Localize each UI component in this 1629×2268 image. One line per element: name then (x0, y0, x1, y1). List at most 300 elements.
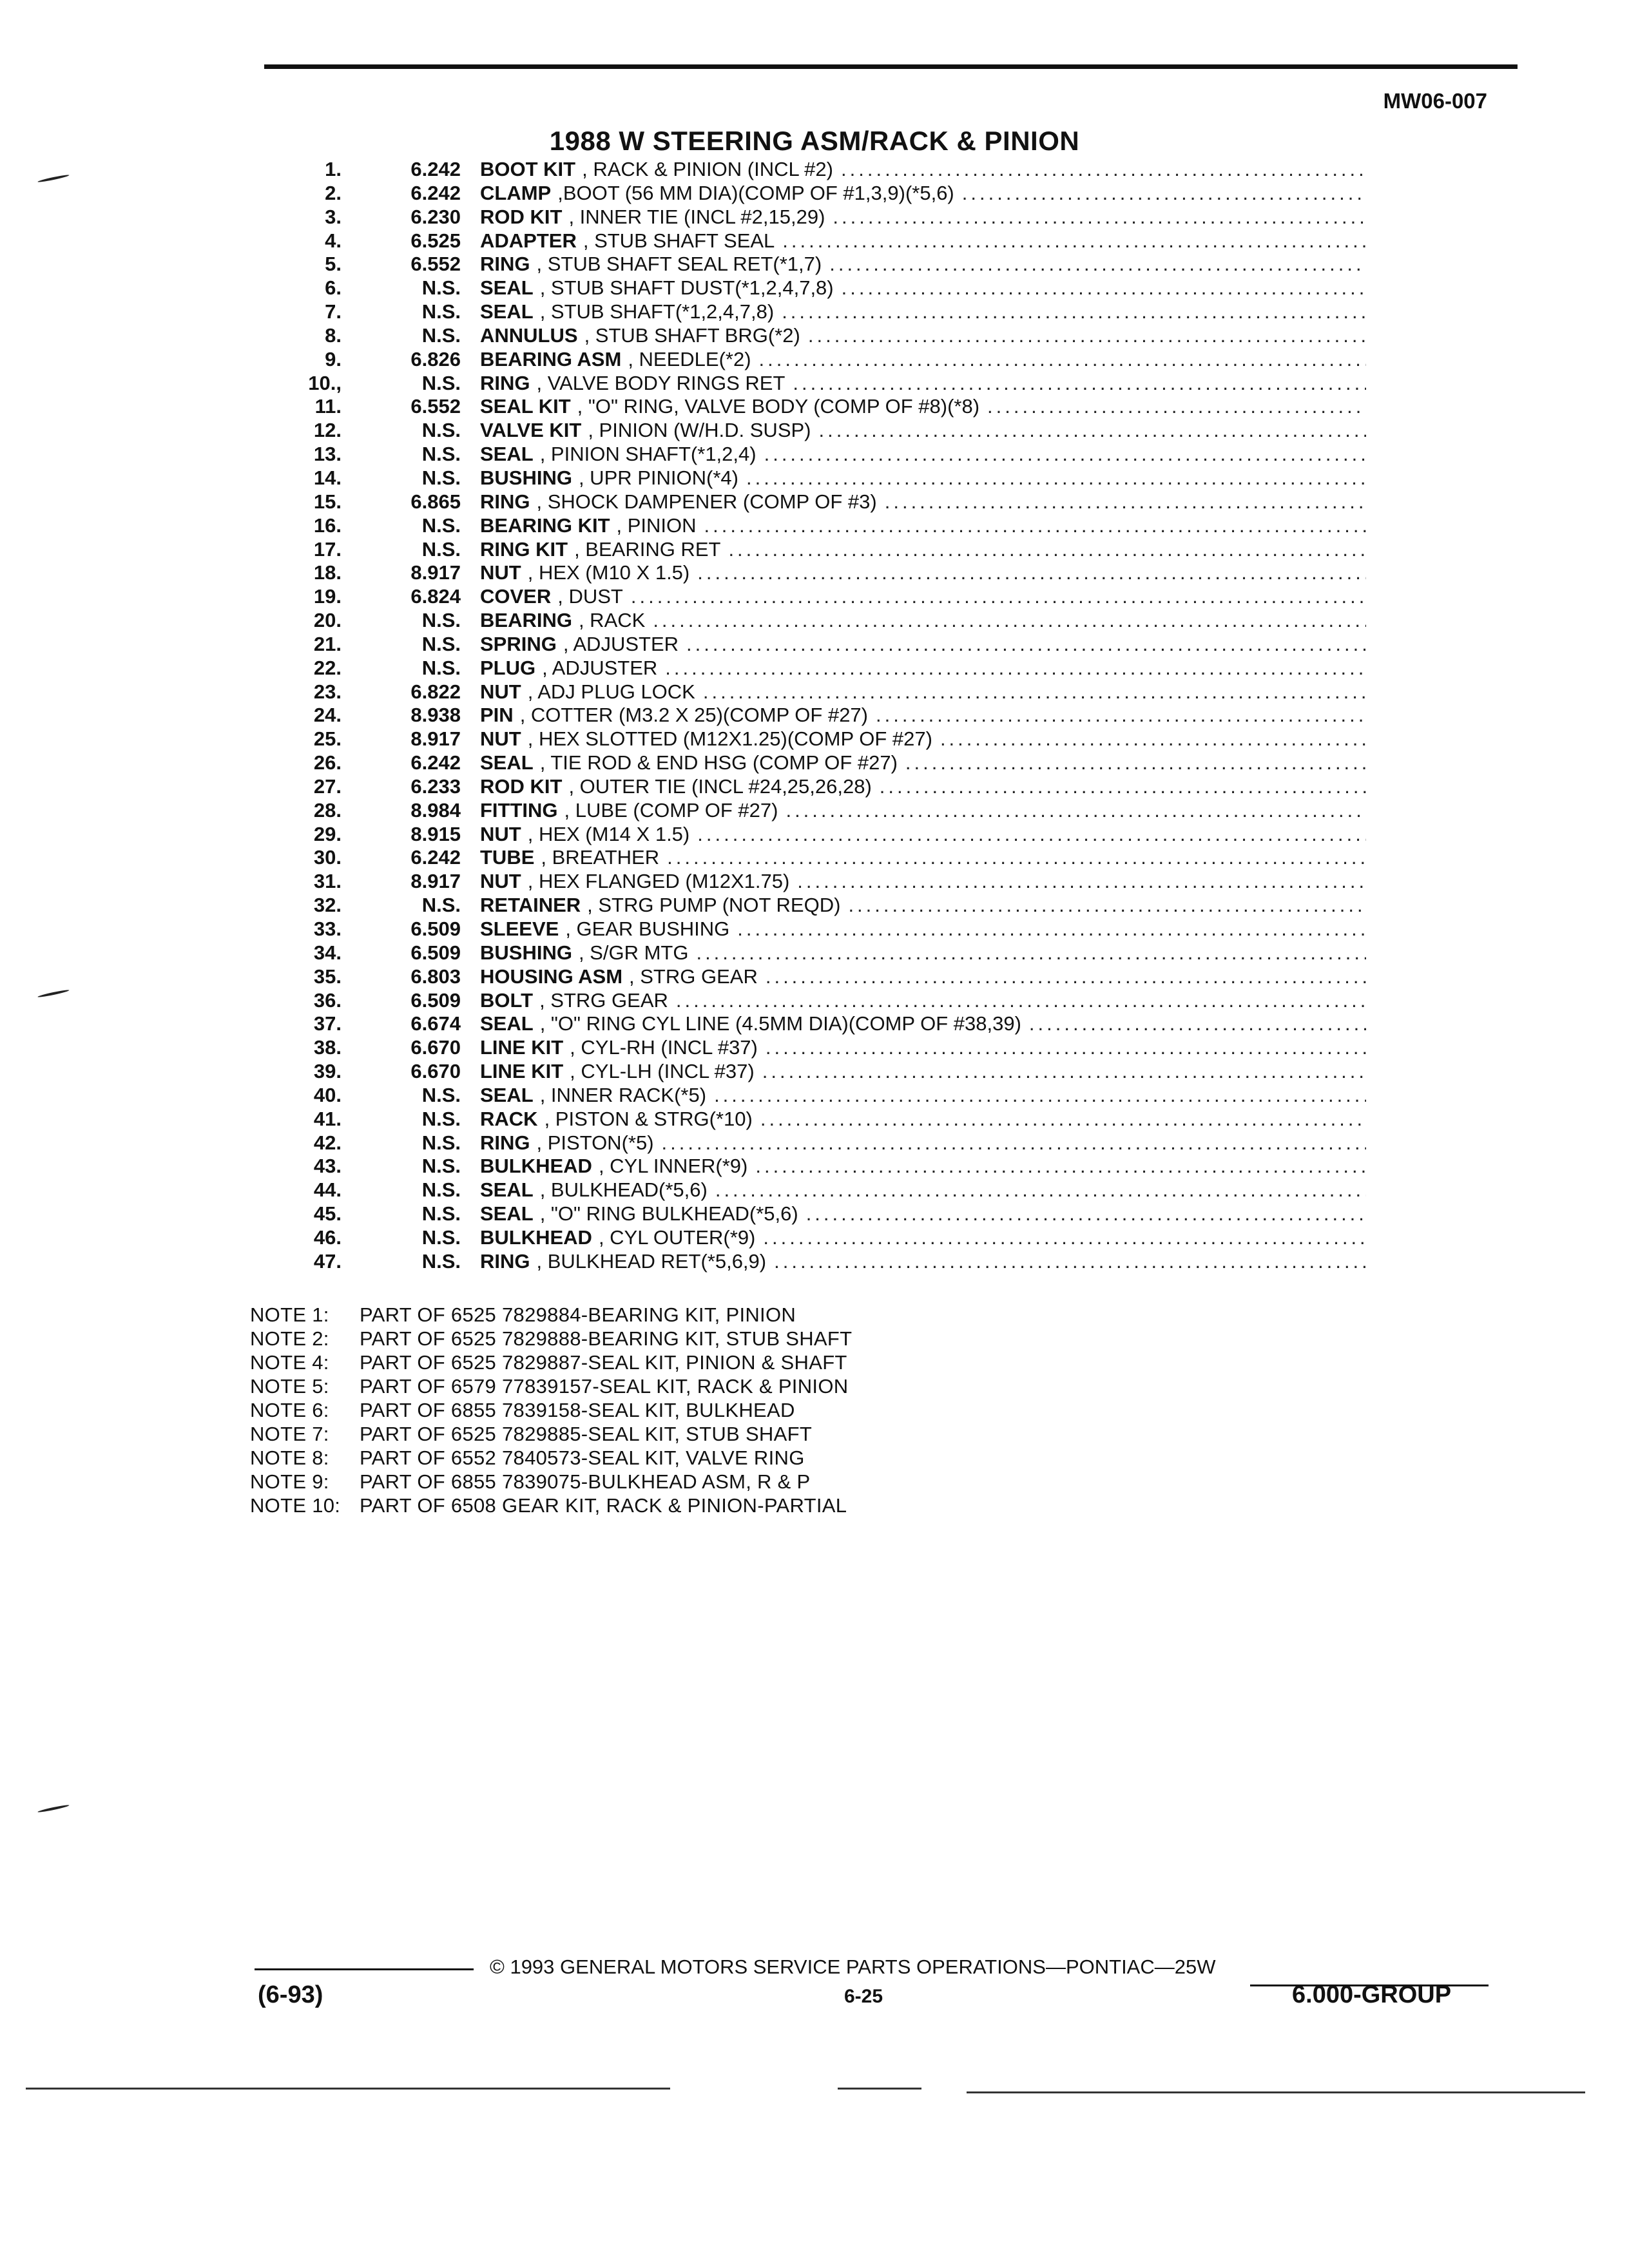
part-name: NUT (480, 727, 521, 751)
dot-leader (1021, 1012, 1366, 1036)
footer-date: (6-93) (258, 1981, 323, 2008)
part-row (258, 846, 1366, 870)
dot-leader (811, 419, 1367, 443)
part-description (480, 182, 1366, 206)
part-name: SEAL (480, 276, 534, 300)
part-group-code: 6.509 (410, 941, 461, 964)
part-row (258, 1108, 1366, 1131)
part-group-code: 6.674 (410, 1012, 461, 1035)
part-number: 39. (313, 1060, 342, 1083)
part-number: 43. (313, 1155, 342, 1178)
part-row (258, 799, 1366, 823)
part-number: 1. (325, 158, 342, 180)
part-group-code: N.S. (421, 632, 461, 655)
part-group-code: N.S. (421, 514, 461, 537)
part-name: SLEEVE (480, 918, 559, 940)
footer-page-number: 6-25 (844, 1986, 883, 2007)
part-number: 31. (313, 870, 342, 893)
part-number: 8. (325, 323, 342, 347)
part-name: PIN (480, 704, 514, 727)
part-number: 25. (313, 727, 342, 751)
part-number: 3. (325, 205, 342, 228)
part-group-code: 6.525 (410, 229, 461, 252)
part-name: ROD KIT (480, 205, 563, 228)
dot-leader (753, 1108, 1366, 1131)
note-text: PART OF 6525 7829887-SEAL KIT, PINION & SHAFT (360, 1351, 847, 1374)
part-detail: , PINION (616, 514, 697, 537)
part-name: VALVE KIT (480, 419, 582, 442)
note-row (250, 1422, 852, 1446)
dot-leader (654, 1131, 1366, 1155)
binder-hole-mark (37, 1804, 70, 1813)
part-number: 17. (313, 537, 342, 561)
part-name: ANNULUS (480, 323, 578, 347)
part-detail: ,BOOT (56 MM DIA)(COMP OF #1,3,9)(*5,6) (557, 181, 954, 204)
part-name: SEAL (480, 751, 534, 774)
part-name: RETAINER (480, 894, 581, 917)
part-detail: , OUTER TIE (INCL #24,25,26,28) (568, 774, 872, 798)
dot-leader (695, 680, 1366, 704)
part-name: NUT (480, 822, 521, 845)
part-detail: , STRG GEAR (539, 988, 668, 1012)
dot-leader (757, 443, 1366, 466)
part-row (258, 1036, 1366, 1060)
part-description (480, 538, 1366, 562)
part-detail: , ADJUSTER (542, 656, 658, 679)
dot-leader (898, 751, 1366, 775)
part-description (480, 206, 1366, 229)
dot-leader (668, 989, 1366, 1013)
part-number: 30. (313, 846, 342, 869)
part-number: 20. (313, 609, 342, 632)
part-row (258, 680, 1366, 704)
part-number: 2. (325, 181, 342, 204)
part-name: NUT (480, 680, 521, 703)
part-group-code: 6.233 (410, 774, 461, 798)
dot-leader (868, 704, 1366, 727)
part-name: RING (480, 1131, 530, 1154)
dot-leader (755, 1060, 1366, 1084)
part-name: BEARING (480, 609, 572, 632)
part-number: 45. (313, 1202, 342, 1225)
binder-hole-mark (37, 174, 70, 183)
dot-leader (785, 372, 1366, 396)
part-row (258, 965, 1366, 989)
part-detail: , BULKHEAD(*5,6) (539, 1178, 708, 1202)
dot-leader (657, 657, 1366, 680)
part-detail: , STUB SHAFT SEAL RET(*1,7) (536, 253, 822, 276)
part-name: SEAL (480, 443, 534, 466)
dot-leader (798, 1202, 1366, 1226)
dot-leader (659, 846, 1366, 870)
part-number: 24. (313, 704, 342, 727)
note-text: PART OF 6855 7839158-SEAL KIT, BULKHEAD (360, 1399, 795, 1421)
part-description (480, 1060, 1366, 1084)
scan-bottom-line (26, 2088, 670, 2090)
part-description (480, 158, 1366, 182)
part-name: TUBE (480, 846, 535, 869)
part-row (258, 229, 1366, 253)
dot-leader (833, 158, 1366, 182)
part-name: BEARING ASM (480, 347, 622, 370)
part-row (258, 206, 1366, 229)
dot-leader (689, 561, 1366, 585)
part-row (258, 633, 1366, 657)
part-group-code: 6.822 (410, 680, 461, 703)
part-description (480, 1131, 1366, 1155)
part-number: 28. (313, 798, 342, 822)
part-row (258, 1012, 1366, 1036)
part-description (480, 300, 1366, 324)
part-group-code: N.S. (421, 1249, 461, 1273)
dot-leader (954, 182, 1366, 206)
part-name: SEAL KIT (480, 395, 571, 418)
part-number: 19. (313, 585, 342, 608)
part-number: 41. (313, 1107, 342, 1130)
part-number: 33. (313, 918, 342, 940)
part-number: 16. (313, 514, 342, 537)
part-group-code: 6.803 (410, 965, 461, 988)
part-group-code: 6.670 (410, 1036, 461, 1059)
dot-leader (778, 799, 1366, 823)
part-number: 7. (325, 300, 342, 323)
part-number: 27. (313, 774, 342, 798)
part-number: 18. (313, 561, 342, 584)
part-detail: , STRG PUMP (NOT REQD) (587, 894, 841, 917)
part-number: 22. (313, 656, 342, 679)
part-name: RING (480, 490, 530, 513)
part-detail: , HEX SLOTTED (M12X1.25)(COMP OF #27) (527, 727, 932, 751)
part-name: SEAL (480, 1012, 534, 1035)
part-number: 13. (313, 443, 342, 466)
dot-leader (689, 823, 1366, 847)
dot-leader (840, 894, 1366, 918)
part-row (258, 775, 1366, 799)
part-row (258, 538, 1366, 562)
dot-leader (688, 941, 1366, 965)
part-name: BOOT KIT (480, 158, 576, 180)
part-number: 29. (313, 822, 342, 845)
part-description (480, 1012, 1366, 1036)
part-detail: , ADJUSTER (563, 632, 679, 655)
part-row (258, 1250, 1366, 1274)
part-group-code: 8.984 (410, 798, 461, 822)
dot-leader (720, 538, 1366, 562)
part-detail: , PISTON & STRG(*10) (544, 1107, 753, 1130)
part-name: RACK (480, 1107, 538, 1130)
note-row (250, 1446, 852, 1470)
part-detail: , INNER RACK(*5) (539, 1083, 707, 1106)
part-name: BOLT (480, 988, 534, 1012)
part-name: PLUG (480, 656, 536, 679)
part-detail: , COTTER (M3.2 X 25)(COMP OF #27) (519, 704, 868, 727)
part-description (480, 1178, 1366, 1202)
part-name: SEAL (480, 300, 534, 323)
part-number: 44. (313, 1178, 342, 1202)
note-label: NOTE 1: (250, 1303, 329, 1326)
dot-leader (822, 253, 1366, 276)
part-detail: , STUB SHAFT DUST(*1,2,4,7,8) (539, 276, 834, 300)
part-detail: , S/GR MTG (578, 941, 689, 964)
part-row (258, 372, 1366, 396)
part-number: 9. (325, 347, 342, 370)
dot-leader (758, 1036, 1366, 1060)
part-group-code: 6.826 (410, 347, 461, 370)
part-row (258, 1178, 1366, 1202)
dot-leader (877, 490, 1366, 514)
part-row (258, 419, 1366, 443)
part-group-code: N.S. (421, 1155, 461, 1178)
dot-leader (774, 300, 1366, 324)
dot-leader (738, 466, 1366, 490)
part-description (480, 324, 1366, 348)
part-description (480, 775, 1366, 799)
part-row (258, 276, 1366, 300)
part-row (258, 158, 1366, 182)
part-description (480, 989, 1366, 1013)
dot-leader (645, 609, 1366, 633)
part-group-code: 6.242 (410, 751, 461, 774)
part-description (480, 609, 1366, 633)
note-label: NOTE 2: (250, 1327, 329, 1350)
part-number: 26. (313, 751, 342, 774)
note-label: NOTE 6: (250, 1399, 329, 1421)
part-number: 40. (313, 1083, 342, 1106)
part-row (258, 941, 1366, 965)
part-detail: , CYL-LH (INCL #37) (570, 1060, 755, 1083)
part-name: SEAL (480, 1202, 534, 1225)
part-group-code: N.S. (421, 1225, 461, 1249)
dot-leader (834, 276, 1366, 300)
note-text: PART OF 6552 7840573-SEAL KIT, VALVE RING (360, 1446, 805, 1469)
part-group-code: N.S. (421, 466, 461, 489)
note-text: PART OF 6579 77839157-SEAL KIT, RACK & PINION (360, 1375, 849, 1398)
part-detail: , SHOCK DAMPENER (COMP OF #3) (536, 490, 877, 513)
part-description (480, 585, 1366, 609)
part-group-code: 6.552 (410, 253, 461, 276)
part-description (480, 490, 1366, 514)
part-description (480, 514, 1366, 538)
part-group-code: N.S. (421, 371, 461, 394)
part-detail: , RACK (578, 609, 646, 632)
part-number: 37. (313, 1012, 342, 1035)
part-name: BULKHEAD (480, 1225, 592, 1249)
note-row (250, 1327, 852, 1350)
note-row (250, 1350, 852, 1374)
part-group-code: 6.865 (410, 490, 461, 513)
part-detail: , CYL OUTER(*9) (598, 1225, 756, 1249)
part-name: SEAL (480, 1083, 534, 1106)
part-description (480, 1202, 1366, 1226)
part-description (480, 443, 1366, 466)
part-description (480, 1226, 1366, 1250)
part-group-code: N.S. (421, 419, 461, 442)
part-description (480, 561, 1366, 585)
part-row (258, 514, 1366, 538)
part-detail: , INNER TIE (INCL #2,15,29) (568, 205, 825, 228)
dot-leader (789, 870, 1366, 894)
note-text: PART OF 6525 7829888-BEARING KIT, STUB SHAFT (360, 1327, 853, 1350)
part-detail: , "O" RING, VALVE BODY (COMP OF #8)(*8) (577, 395, 980, 418)
part-group-code: 8.915 (410, 822, 461, 845)
part-group-code: N.S. (421, 1083, 461, 1106)
part-detail: , STUB SHAFT(*1,2,4,7,8) (539, 300, 775, 323)
part-description (480, 846, 1366, 870)
part-group-code: 8.917 (410, 561, 461, 584)
part-detail: , TIE ROD & END HSG (COMP OF #27) (539, 751, 898, 774)
part-group-code: N.S. (421, 443, 461, 466)
part-row (258, 609, 1366, 633)
part-group-code: N.S. (421, 1202, 461, 1225)
part-name: ADAPTER (480, 229, 577, 252)
part-number: 11. (314, 395, 342, 418)
notes-section (250, 1303, 852, 1517)
dot-leader (755, 1226, 1366, 1250)
footer-group: 6.000-GROUP (1292, 1981, 1452, 2008)
part-number: 46. (313, 1225, 342, 1249)
part-detail: , LUBE (COMP OF #27) (564, 798, 778, 822)
part-name: SPRING (480, 632, 557, 655)
part-row (258, 466, 1366, 490)
binder-hole-mark (37, 989, 70, 998)
part-group-code: N.S. (421, 609, 461, 632)
note-label: NOTE 4: (250, 1351, 329, 1374)
part-group-code: 6.242 (410, 181, 461, 204)
dot-leader (932, 727, 1366, 751)
part-description (480, 276, 1366, 300)
part-row (258, 443, 1366, 466)
part-description (480, 918, 1366, 941)
dot-leader (758, 965, 1366, 989)
part-name: COVER (480, 585, 552, 608)
part-detail: , RACK & PINION (INCL #2) (582, 158, 833, 180)
part-group-code: 8.917 (410, 870, 461, 893)
part-detail: , PINION (W/H.D. SUSP) (588, 419, 811, 442)
dot-leader (623, 585, 1366, 609)
part-name: LINE KIT (480, 1060, 564, 1083)
dot-leader (747, 1155, 1366, 1178)
part-number: 4. (325, 229, 342, 252)
part-detail: , STRG GEAR (629, 965, 758, 988)
part-number: 12. (313, 419, 342, 442)
part-row (258, 1131, 1366, 1155)
part-description (480, 1084, 1366, 1108)
note-row (250, 1303, 852, 1327)
note-text: PART OF 6508 GEAR KIT, RACK & PINION-PARTIAL (360, 1494, 847, 1517)
part-row (258, 561, 1366, 585)
part-description (480, 680, 1366, 704)
part-group-code: N.S. (421, 1131, 461, 1154)
part-name: FITTING (480, 798, 558, 822)
part-detail: , DUST (557, 585, 623, 608)
part-row (258, 182, 1366, 206)
part-detail: , UPR PINION(*4) (578, 466, 738, 489)
part-detail: , "O" RING BULKHEAD(*5,6) (539, 1202, 798, 1225)
part-row (258, 300, 1366, 324)
part-description (480, 348, 1366, 372)
dot-leader (697, 514, 1366, 538)
part-row (258, 894, 1366, 918)
dot-leader (979, 395, 1366, 419)
part-number: 38. (313, 1036, 342, 1059)
part-row (258, 253, 1366, 276)
part-group-code: N.S. (421, 300, 461, 323)
part-description (480, 941, 1366, 965)
part-number: 21. (313, 632, 342, 655)
part-description (480, 1108, 1366, 1131)
part-number: 47. (313, 1249, 342, 1273)
part-row (258, 490, 1366, 514)
part-row (258, 395, 1366, 419)
part-row (258, 823, 1366, 847)
part-number: 15. (313, 490, 342, 513)
part-row (258, 1226, 1366, 1250)
part-description (480, 894, 1366, 918)
part-row (258, 918, 1366, 941)
part-group-code: 6.824 (410, 585, 461, 608)
part-row (258, 348, 1366, 372)
part-number: 35. (313, 965, 342, 988)
note-label: NOTE 9: (250, 1470, 329, 1493)
footer-rule-left (255, 1968, 474, 1970)
part-description (480, 823, 1366, 847)
dot-leader (679, 633, 1366, 657)
note-label: NOTE 7: (250, 1423, 329, 1445)
part-description (480, 1250, 1366, 1274)
part-group-code: 6.230 (410, 205, 461, 228)
part-row (258, 657, 1366, 680)
dot-leader (872, 775, 1366, 799)
part-name: HOUSING ASM (480, 965, 623, 988)
part-name: LINE KIT (480, 1036, 564, 1059)
part-group-code: N.S. (421, 1178, 461, 1202)
part-name: CLAMP (480, 181, 552, 204)
note-label: NOTE 5: (250, 1375, 329, 1398)
part-name: RING (480, 371, 530, 394)
part-name: SEAL (480, 1178, 534, 1202)
dot-leader (729, 918, 1366, 941)
part-detail: , ADJ PLUG LOCK (527, 680, 695, 703)
part-detail: , PINION SHAFT(*1,2,4) (539, 443, 757, 466)
part-name: BULKHEAD (480, 1155, 592, 1178)
note-text: PART OF 6525 7829885-SEAL KIT, STUB SHAFT (360, 1423, 813, 1445)
parts-list (258, 158, 1366, 1274)
part-description (480, 633, 1366, 657)
note-text: PART OF 6855 7839075-BULKHEAD ASM, R & P (360, 1470, 811, 1493)
header-rule (264, 64, 1518, 69)
part-row (258, 324, 1366, 348)
part-detail: , PISTON(*5) (536, 1131, 654, 1154)
part-group-code: 6.242 (410, 158, 461, 180)
part-row (258, 751, 1366, 775)
part-description (480, 657, 1366, 680)
part-number: 10., (308, 371, 342, 394)
part-group-code: 6.552 (410, 395, 461, 418)
part-name: RING (480, 253, 530, 276)
note-row (250, 1374, 852, 1398)
part-name: RING KIT (480, 537, 568, 561)
part-description (480, 372, 1366, 396)
part-detail: , STUB SHAFT SEAL (583, 229, 775, 252)
dot-leader (825, 206, 1366, 229)
part-name: BUSHING (480, 466, 572, 489)
note-text: PART OF 6525 7829884-BEARING KIT, PINION (360, 1303, 796, 1326)
part-detail: , VALVE BODY RINGS RET (536, 371, 786, 394)
part-number: 32. (313, 894, 342, 917)
part-detail: , "O" RING CYL LINE (4.5MM DIA)(COMP OF #38,39) (539, 1012, 1021, 1035)
part-row (258, 727, 1366, 751)
part-description (480, 229, 1366, 253)
